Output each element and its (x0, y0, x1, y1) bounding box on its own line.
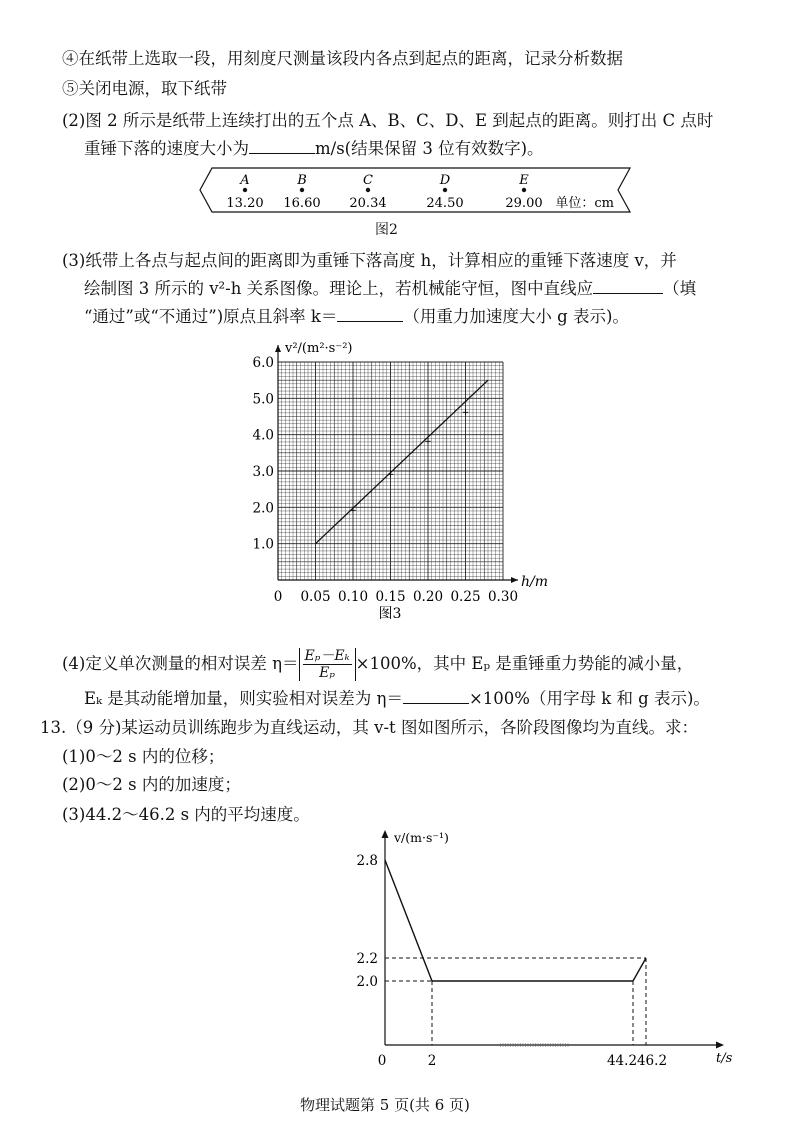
q2-text-pre: 重锤下落的速度大小为 (84, 139, 249, 158)
fraction-denominator: Eₚ (319, 665, 335, 681)
tape-unit-label: 单位：cm (555, 196, 614, 211)
q4-text-pre2: Eₖ 是其动能增加量，则实验相对误差为 η＝ (84, 689, 403, 708)
q3-text-post: （填 (663, 279, 697, 298)
q13-part3: (3)44.2～46.2 s 内的平均速度。 (62, 805, 310, 824)
vt-y-arrow (382, 830, 389, 838)
vt-y-tick-label: 2.0 (356, 974, 378, 990)
page-footer: 物理试题第 5 页(共 6 页) (300, 1096, 470, 1114)
q3-text-pre: 绘制图 3 所示的 v²-h 关系图像。理论上，若机械能守恒，图中直线应 (84, 279, 594, 298)
figure3-x-tick-label: 0.10 (337, 589, 369, 605)
figure3-x-tick-label: 0.15 (375, 589, 406, 605)
tape-point-label: C (363, 173, 373, 188)
q3-line1: (3)纸带上各点与起点间的距离即为重锤下落高度 h，计算相应的重锤下落速度 v，并 (62, 251, 677, 270)
q4-text-post2: ×100%（用字母 k 和 g 表示)。 (468, 689, 710, 708)
tape-point-label: B (297, 173, 307, 188)
q13-part1: (1)0～2 s 内的位移； (62, 747, 225, 766)
figure3-y-tick-label: 5.0 (252, 391, 274, 408)
q13-line: 13.（9 分)某运动员训练跑步为直线运动，其 v-t 图如图所示，各阶段图像均为直线。求： (40, 718, 698, 737)
figure3-x-tick-label: 0 (273, 589, 283, 605)
q4-text-post: ×100%，其中 Eₚ 是重锤重力势能的减小量， (355, 654, 694, 673)
vt-x-tick-label: 46.2 (636, 1053, 668, 1069)
fraction-numerator: Eₚ－Eₖ (304, 648, 350, 664)
figure3-y-tick-label: 2.0 (252, 500, 274, 517)
figure3-data-point: + (424, 437, 432, 448)
tape-point-distance: 16.60 (283, 196, 321, 211)
q3-text-pre2: “通过”或“不通过”)原点且斜率 k＝ (84, 307, 338, 326)
q13-part2: (2)0～2 s 内的加速度； (62, 775, 241, 794)
figure3-x-tick-label: 0.30 (487, 589, 519, 605)
figure3-y-tick-label: 4.0 (252, 427, 274, 444)
figure3-y-tick-label: 6.0 (252, 355, 274, 371)
figure3-data-point: + (349, 506, 357, 517)
q2-text-post: m/s(结果保留 3 位有效数字)。 (315, 139, 544, 158)
figure3-y-tick-label: 1.0 (252, 536, 274, 553)
vt-x-tick-label: 0 (377, 1053, 387, 1069)
figure3-caption: 图3 (378, 606, 402, 622)
q4-text-pre: (4)定义单次测量的相对误差 η＝ (62, 654, 299, 673)
figure3-y-tick-label: 3.0 (252, 464, 274, 480)
step4-text: ④在纸带上选取一段，用刻度尺测量该段内各点到起点的距离，记录分析数据 (62, 49, 623, 68)
figure3-data-point: + (461, 408, 470, 419)
figure2-caption: 图2 (375, 222, 398, 238)
q2-line1: (2)图 2 所示是纸带上连续打出的五个点 A、B、C、D、E 到起点的距离。则打出 C 点时 (62, 111, 714, 130)
tape-point-label: D (439, 173, 451, 188)
figure3-x-axis-label: h/m (521, 574, 549, 590)
figure3-data-point: + (386, 469, 395, 480)
tape-point-label: E (519, 173, 529, 188)
vt-y-axis-label: v/(m·s⁻¹) (394, 830, 449, 845)
q3-text-post2: （用重力加速度大小 g 表示)。 (403, 307, 629, 326)
vt-x-arrow (716, 1042, 724, 1049)
tape-point-label: A (240, 173, 250, 188)
vt-data-line (385, 860, 646, 981)
tape-point-distance: 13.20 (226, 196, 264, 211)
tape-point-distance: 24.50 (426, 196, 464, 211)
vt-x-tick-label: 2 (427, 1053, 437, 1069)
figure3-x-tick-label: 0.05 (300, 589, 331, 605)
vt-y-tick-label: 2.2 (356, 951, 378, 967)
vt-y-tick-label: 2.8 (356, 853, 378, 869)
vt-x-tick-label: 44.2 (606, 1053, 638, 1069)
figure3-x-tick-label: 0.25 (450, 589, 481, 605)
tape-point-distance: 29.00 (505, 196, 543, 211)
vt-x-axis-label: t/s (716, 1051, 733, 1066)
tape-point-distance: 20.34 (349, 196, 387, 211)
step5-text: ⑤关闭电源，取下纸带 (62, 79, 227, 98)
figure3-y-axis-label: v²/(m²·s⁻²) (285, 341, 353, 356)
figure3-x-tick-label: 0.20 (412, 589, 444, 605)
